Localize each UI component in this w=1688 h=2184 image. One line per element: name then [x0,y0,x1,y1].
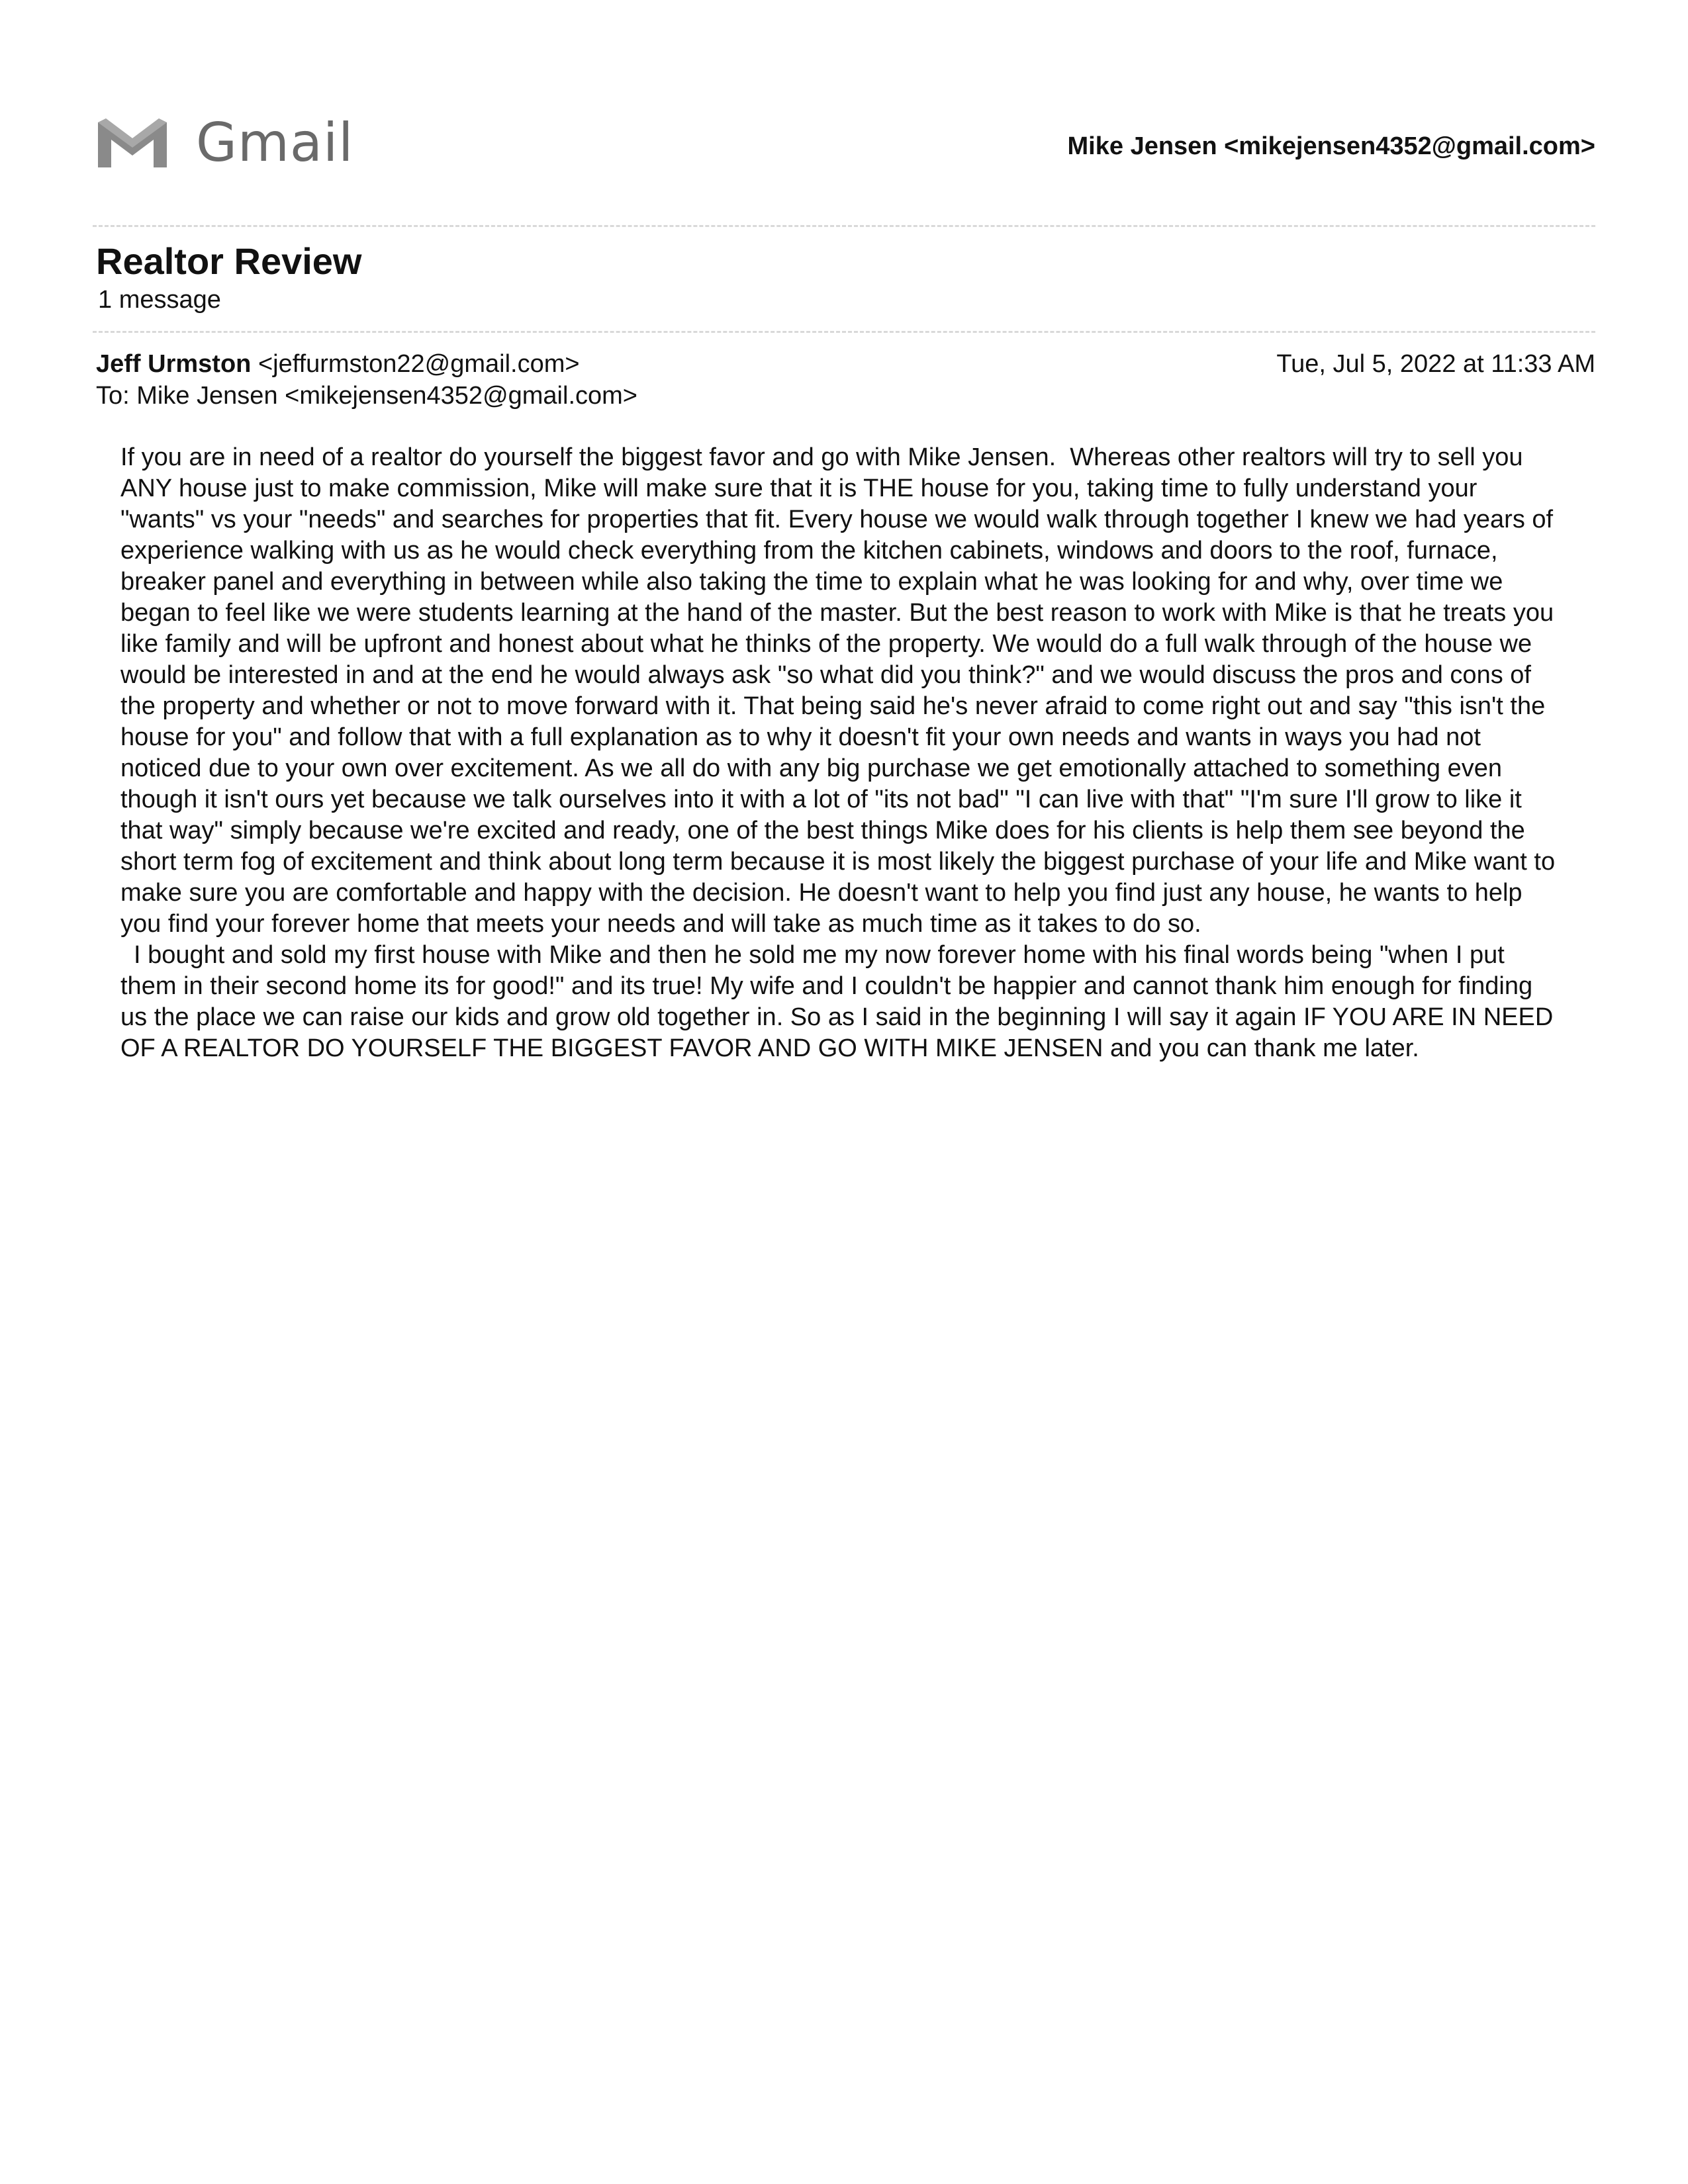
gmail-logo [93,106,353,179]
message-count: 1 message [98,286,221,314]
gmail-logo-icon [93,109,172,175]
message-header [96,348,1595,412]
gmail-header [93,99,1595,185]
thread-subject: Realtor Review [96,240,362,282]
body-paragraph: I bought and sold my first house with Mike and then he sold me my now forever home with his final words being "when I put them in their second home its for good!" and its true! My wife and I couldn't be happier and cannot thank him enough for finding us the place we can raise our kids and grow old together in. So as I said in the beginning I will say it again IF YOU ARE IN NEED OF A REALTOR DO YOURSELF THE BIGGEST FAVOR AND GO WITH MIKE JENSEN and you can thank me later. [120,941,1560,1062]
subject-divider [93,331,1595,333]
sender-name: Jeff Urmston [96,350,252,378]
recipient-line: To: Mike Jensen <mikejensen4352@gmail.com> [96,382,637,410]
message-body [120,442,1564,1064]
sender-email: <jeffurmston22@gmail.com> [258,350,580,378]
message-date: Tue, Jul 5, 2022 at 11:33 AM [1276,350,1595,378]
header-divider [93,225,1595,227]
body-paragraph: If you are in need of a realtor do yourself the biggest favor and go with Mike Jensen. Whereas other realtors will try to sell you ANY house just to make commission, Mike will make sure that it is THE house for you, taking time to fully understand your "wants" vs your "needs" and searches for properties that fit. Every house we would walk through together I knew we had years of experience walking with us as he would check everything from the kitchen cabinets, windows and doors to the roof, furnace, breaker panel and everything in between while also taking the time to explain what he was looking for and why, over time we began to feel like we were students learning at the hand of the master. But the best reason to work with Mike is that he treats you like family and will be upfront and honest about what he thinks of the property. We would do a full walk through of the house we would be interested in and at the end he would always ask "so what did you think?" and we would discuss the pros and cons of the property and whether or not to move forward with it. That being said he's never afraid to come right out and say "this isn't the house for you" and follow that with a full explanation as to why it doesn't fit your own needs and wants in ways you had not noticed due to your own over excitement. As we all do with any big purchase we get emotionally attached to something even though it isn't ours yet because we talk ourselves into it with a lot of "its not bad" "I can live with that" "I'm sure I'll grow to like it that way" simply because we're excited and ready, one of the best things Mike does for his clients is help them see beyond the short term fog of excitement and think about long term because it is most likely the biggest purchase of your life and Mike want to make sure you are comfortable and happy with the decision. He doesn't want to help you find just any house, he wants to help you find your forever home that meets your needs and will take as much time as it takes to do so. [120,443,1562,938]
gmail-wordmark: Gmail [196,111,354,173]
account-owner: Mike Jensen <mikejensen4352@gmail.com> [1067,132,1595,160]
